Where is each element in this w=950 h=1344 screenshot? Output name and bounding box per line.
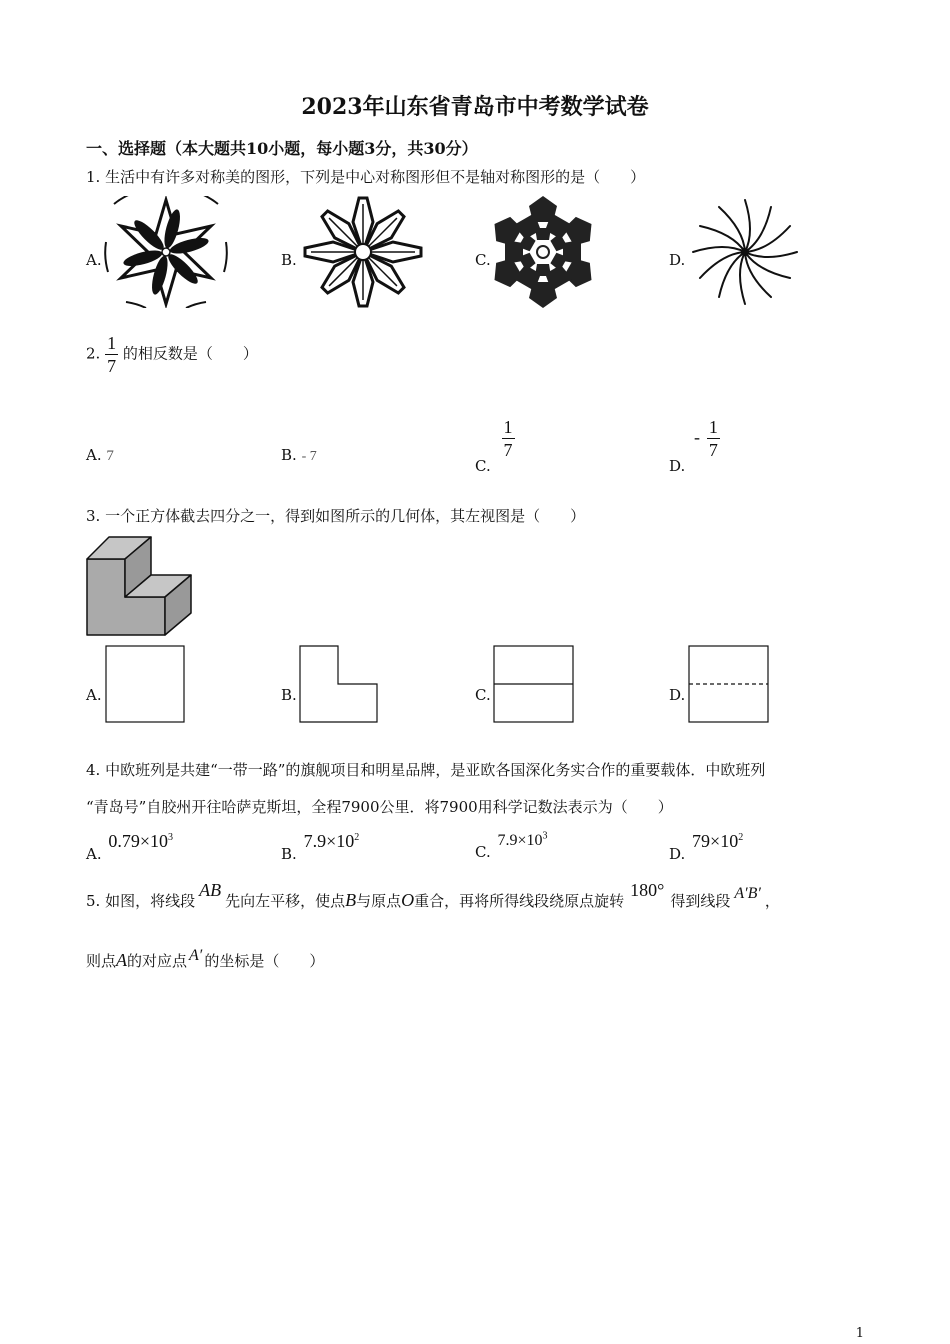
question-5-line-1: 5. 如图，将线段AB先向左平移，使点B与原点O重合，再将所得线段绕原点旋转180°得到线段 A′B′ ， [86,880,780,910]
q3-view-c-solid-line [493,645,575,723]
page-title: 2023年山东省青岛市中考数学试卷 [301,94,649,120]
page-number: 1 [855,1326,864,1341]
q2-option-c[interactable]: C. $\frac{1}{7}$ [475,417,513,475]
q3-view-a-square [105,645,187,723]
q1-figure-d-spiral [690,196,800,308]
q2-option-d[interactable]: D. - $\frac{1}{7}$ [669,417,718,475]
q3-option-c-label[interactable]: C. [475,686,491,704]
q3-option-b-label[interactable]: B. [281,686,297,704]
q1-figure-c-flower [492,196,594,308]
q3-option-d-label[interactable]: D. [669,686,686,704]
q2-option-a[interactable]: A. 7 [86,446,114,464]
question-4-line-2: “青岛号”自胶州开往哈萨克斯坦，全程7900公里．将7900用科学记数法表示为（ ） [86,798,673,816]
q4-option-a[interactable]: A. $0.79\times 10^3$ [86,831,174,863]
q1-figure-b-snowflake [298,196,428,308]
q1-option-c-label[interactable]: C. [475,251,491,269]
q3-view-b-l-shape [299,645,379,723]
q1-figure-a-pinwheel-star [104,196,228,308]
q3-solid-figure [85,535,193,637]
section-heading: 一、选择题（本大题共10小题，每小题3分，共30分） [86,139,478,158]
question-3-stem: 3. 一个正方体截去四分之一，得到如图所示的几何体，其左视图是（ ） [86,507,586,525]
q1-option-d-label[interactable]: D. [669,251,686,269]
q4-option-d[interactable]: D. $79\times 10^2$ [669,831,744,863]
q2-fraction: $\frac{1}{7}$ [107,333,117,376]
question-1-stem: 1. 生活中有许多对称美的图形，下列是中心对称图形但不是轴对称图形的是（ ） [86,168,646,186]
question-2-stem: 2. $\frac{1}{7}$ 的相反数是（ ） [86,333,258,376]
question-4-line-1: 4. 中欧班列是共建“一带一路”的旗舰项目和明星品牌，是亚欧各国深化务实合作的重要载体．中欧班列 [86,761,766,779]
q3-option-a-label[interactable]: A. [86,686,102,704]
q1-option-a-label[interactable]: A. [86,251,102,269]
q4-option-b[interactable]: B. $7.9\times 10^2$ [281,831,360,863]
q2-option-b[interactable]: B. - 7 [281,446,317,464]
q1-option-b-label[interactable]: B. [281,251,297,269]
q3-view-d-dashed-line [688,645,770,723]
q4-option-c[interactable]: C. $7.9\times 10^3$ [475,831,548,862]
question-5-line-2: 则点A的对应点 A′ 的坐标是（ ） [86,947,325,970]
